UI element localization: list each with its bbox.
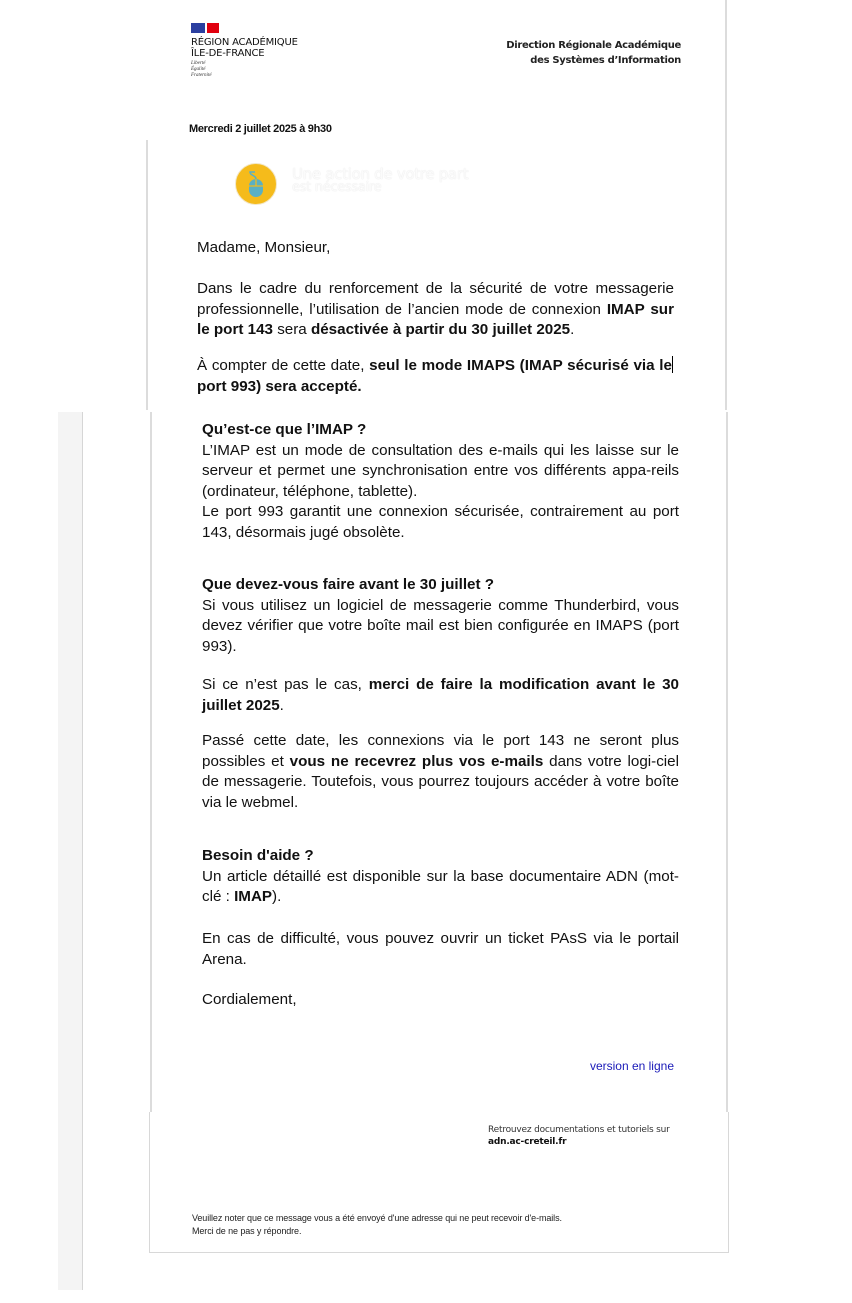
text-run: dans votre logi-ciel de messagerie. Toutefois, vous pourrez toujours accéder à votre boîte via le webmel. bbox=[202, 752, 679, 811]
note-line1: Veuillez noter que ce message vous a été envoyé d'une adresse qui ne peut recevoir d'e-mails. bbox=[192, 1213, 562, 1223]
text-run-bold: IMAP sur le port 143 bbox=[197, 300, 674, 339]
imaps-paragraph bbox=[197, 356, 674, 397]
text-run-bold: désactivée à partir du 30 juillet 2025 bbox=[310, 321, 571, 339]
text-run: ). bbox=[272, 888, 282, 906]
section-body: L’IMAP est un mode de consultation des e-mails qui les laisse sur le serveur et permet une synchronisation entre vos différents appa-reils (ordinateur, téléphone, tablette). bbox=[202, 441, 679, 500]
consequence-paragraph bbox=[202, 731, 679, 813]
text-run: . bbox=[279, 696, 284, 714]
intro-paragraph bbox=[197, 279, 674, 341]
text-run: Si ce n’est pas le cas, bbox=[202, 676, 369, 693]
adn-link[interactable]: adn.ac-creteil.fr bbox=[488, 1137, 567, 1147]
section-what-to-do bbox=[202, 575, 679, 657]
left-scroll-strip bbox=[58, 412, 83, 1290]
section-body bbox=[202, 867, 679, 908]
ticket-paragraph: En cas de difficulté, vous pouvez ouvrir un ticket PAsS via le portail Arena. bbox=[202, 930, 679, 968]
section-title: Besoin d'aide ? bbox=[202, 847, 314, 864]
email-footer-frame bbox=[149, 1112, 729, 1253]
text-run: Un article détaillé est disponible sur la base documentaire ADN (mot-clé : bbox=[202, 867, 679, 906]
region-logo-text bbox=[191, 37, 298, 59]
text-run-bold: seul le mode IMAPS (IMAP sécurisé via le bbox=[369, 357, 672, 374]
motto-2: Égalité bbox=[191, 67, 206, 72]
direction-line1: Direction Régionale Académique bbox=[506, 40, 681, 51]
text-run-bold: merci de faire la modification avant le 30 juillet 2025 bbox=[202, 676, 679, 714]
motto-1: Liberté bbox=[191, 61, 206, 66]
online-version-link[interactable]: version en ligne bbox=[589, 1059, 674, 1073]
banner-line1: Une action de votre part bbox=[292, 165, 469, 183]
modification-paragraph bbox=[202, 675, 679, 716]
greeting: Madame, Monsieur, bbox=[197, 239, 331, 256]
section-body: Si vous utilisez un logiciel de messagerie comme Thunderbird, vous devez vérifier que votre boîte mail est bien configurée en IMAPS (port 993). bbox=[202, 596, 679, 655]
email-body-frame bbox=[150, 412, 728, 1112]
action-banner-text bbox=[292, 167, 468, 195]
text-run-bold: port 993) sera accepté. bbox=[197, 377, 362, 395]
direction-title bbox=[506, 38, 681, 68]
section-title: Qu’est-ce que l’IMAP ? bbox=[202, 421, 367, 438]
marianne-flag-logo bbox=[191, 23, 219, 33]
text-run-bold: IMAP bbox=[234, 888, 273, 906]
direction-line2: des Systèmes d’Information bbox=[530, 55, 681, 66]
send-date: Mercredi 2 juillet 2025 à 9h30 bbox=[189, 123, 332, 135]
logo-line1: RÉGION ACADÉMIQUE bbox=[191, 37, 298, 48]
no-reply-note bbox=[192, 1212, 562, 1238]
email-header-frame bbox=[146, 0, 727, 410]
logo-line2: ÎLE-DE-FRANCE bbox=[191, 48, 265, 59]
banner-line2: est nécessaire bbox=[292, 180, 382, 195]
documentation-note bbox=[488, 1124, 670, 1148]
section-body: Le port 993 garantit une connexion sécurisée, contrairement au port 143, désormais jugé obsolète. bbox=[202, 503, 679, 541]
text-run: Dans le cadre du renforcement de la sécurité de votre messagerie professionnelle, l’utilisation de l’ancien mode de connexion bbox=[197, 280, 674, 318]
section-help bbox=[202, 846, 679, 908]
section-title: Que devez-vous faire avant le 30 juillet ? bbox=[202, 576, 495, 593]
motto-3: Fraternité bbox=[191, 73, 212, 78]
doc-line: Retrouvez documentations et tutoriels sur bbox=[488, 1125, 670, 1135]
section-what-is-imap bbox=[202, 420, 679, 544]
text-run: . bbox=[570, 321, 575, 339]
mouse-icon bbox=[235, 163, 277, 205]
text-run: Passé cette date, les connexions via le port 143 ne seront plus possibles et bbox=[202, 732, 679, 770]
closing: Cordialement, bbox=[202, 991, 297, 1008]
text-run: sera bbox=[272, 321, 311, 339]
text-cursor bbox=[672, 356, 673, 373]
note-line2: Merci de ne pas y répondre. bbox=[192, 1226, 302, 1236]
text-run: À compter de cette date, bbox=[197, 357, 370, 374]
frame-border bbox=[146, 140, 148, 410]
republic-motto bbox=[191, 61, 212, 79]
text-run-bold: vous ne recevrez plus vos e-mails bbox=[289, 752, 544, 770]
